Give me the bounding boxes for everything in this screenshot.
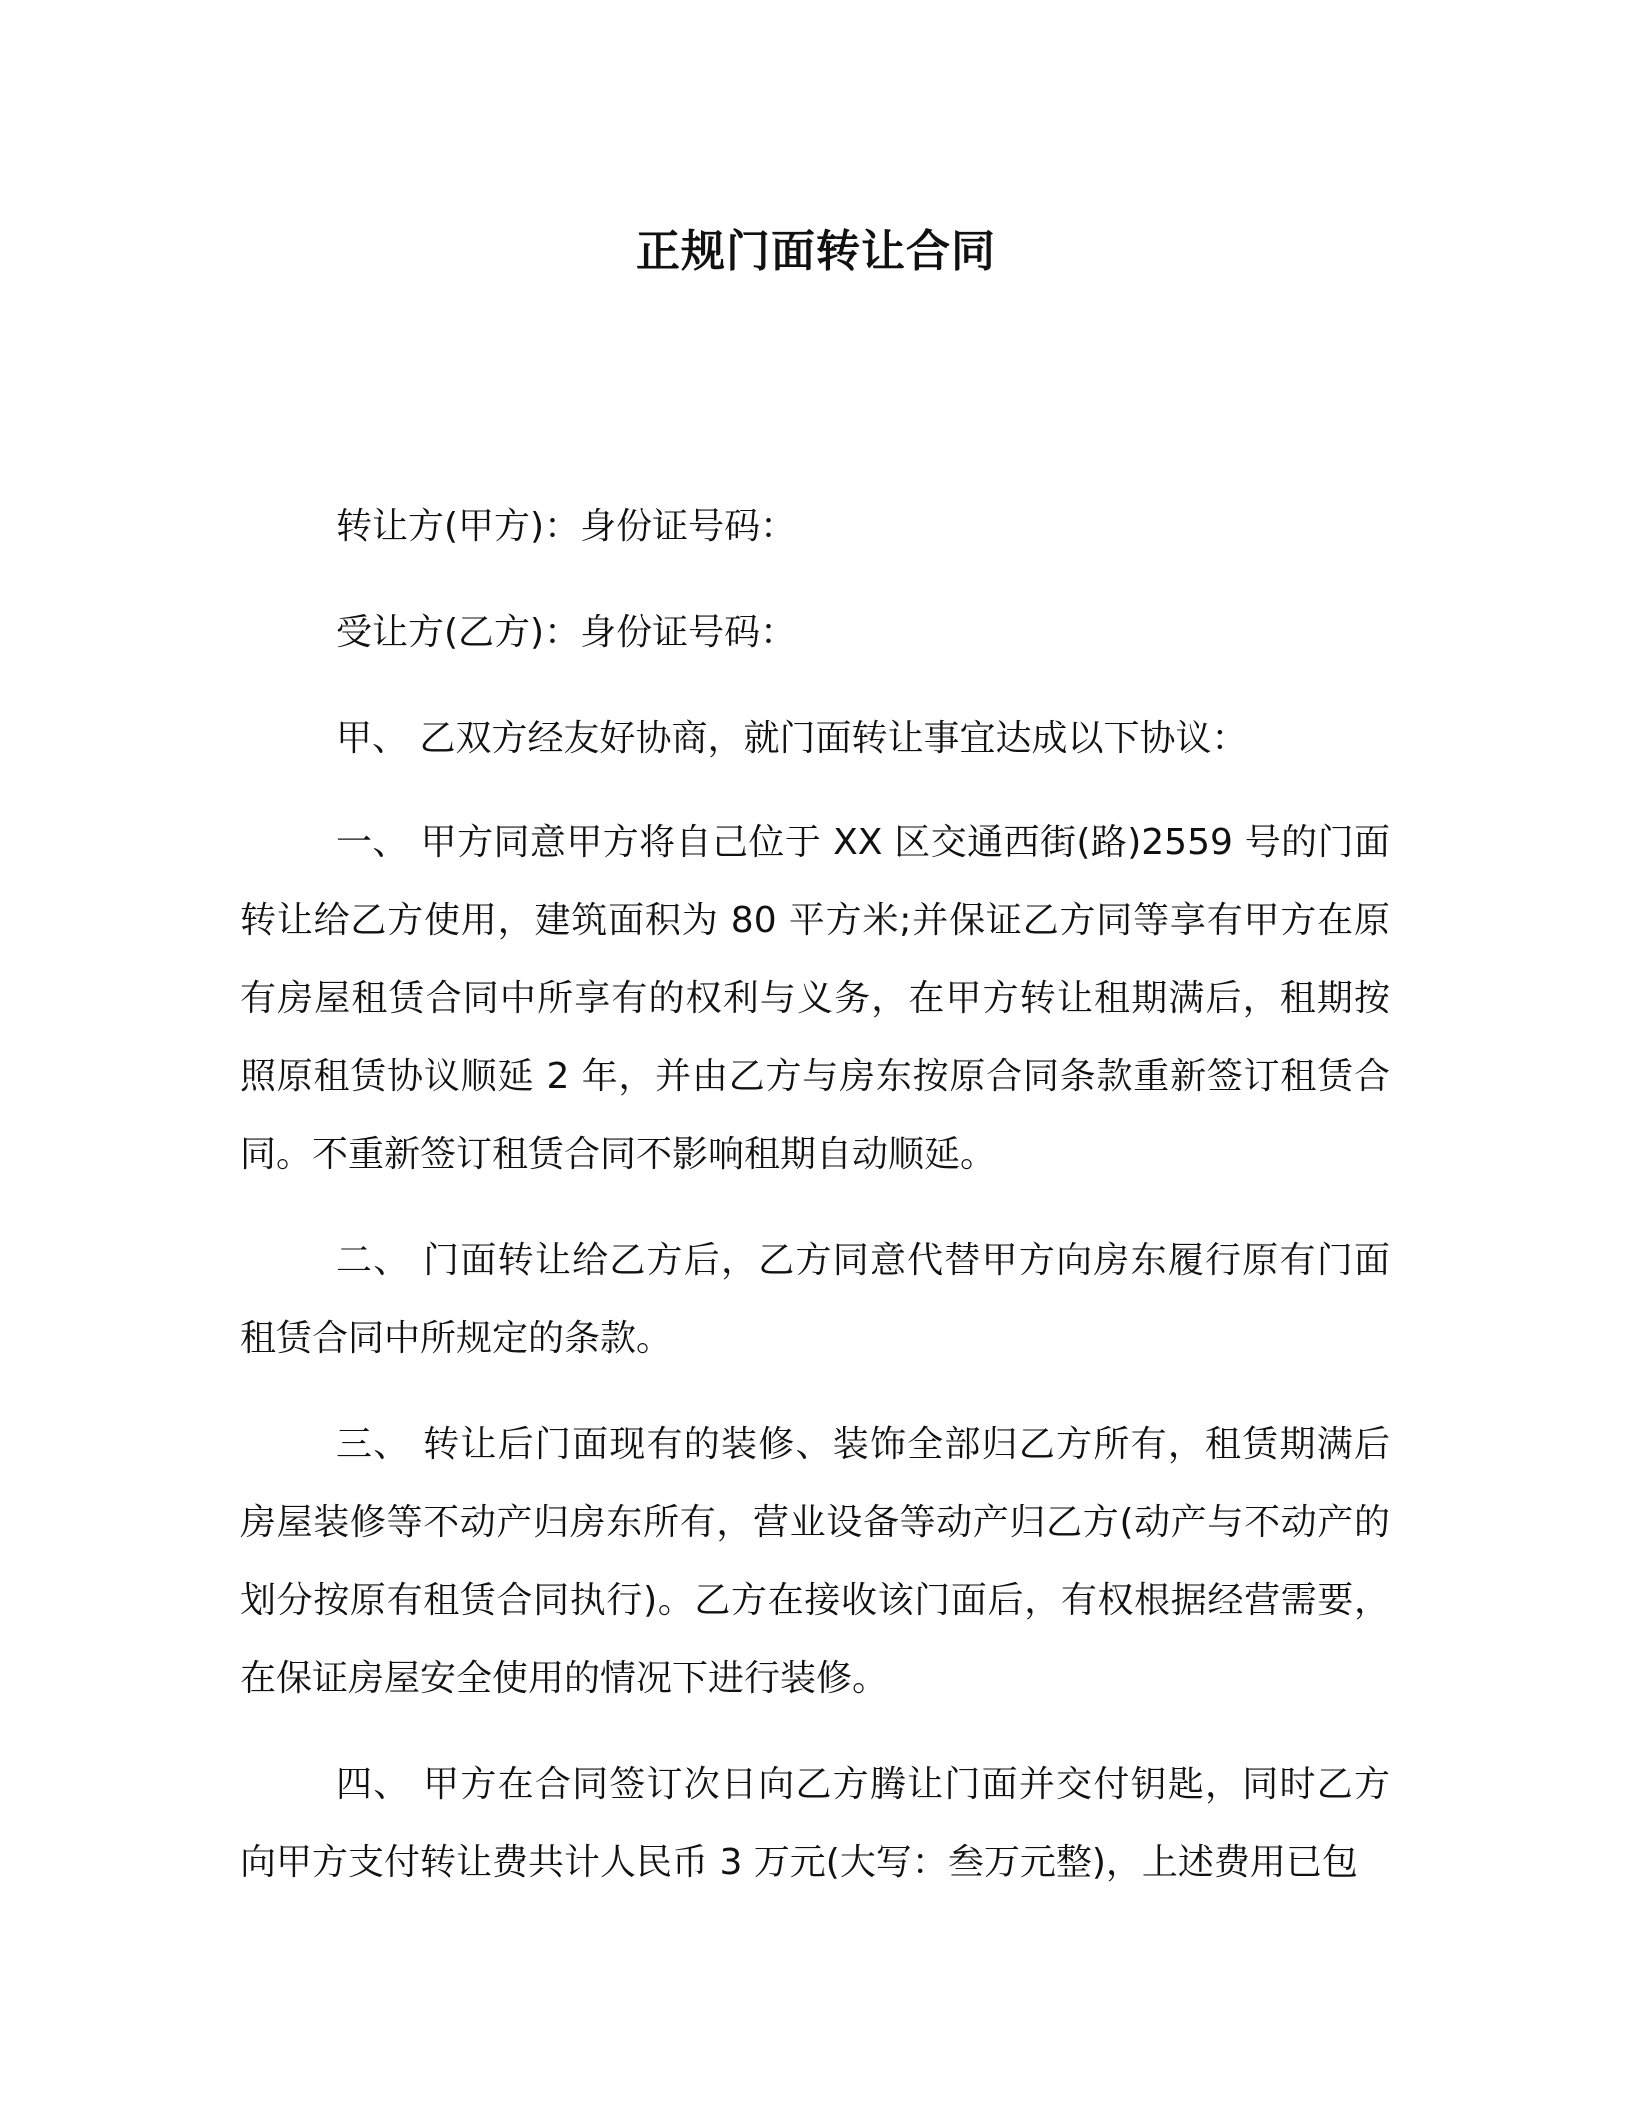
clause-1: 一、 甲方同意甲方将自己位于 XX 区交通西街(路)2559 号的门面转让给乙方使用，建筑面积为 80 平方米;并保证乙方同等享有甲方在原有房屋租赁合同中所享有的权利与义务，在甲方转让租期满后，租期按照原租赁协议顺延 2 年，并由乙方与房东按原合同条款重新签订租赁合同。不重新签订租赁合同不影响租期自动顺延。: [240, 822, 1390, 1175]
document-title: 正规门面转让合同: [636, 226, 996, 277]
clause-2: 二、 门面转让给乙方后，乙方同意代替甲方向房东履行原有门面租赁合同中所规定的条款。: [240, 1240, 1390, 1359]
transferor-field: 转让方(甲方)：身份证号码：: [336, 506, 797, 547]
agreement-intro: 甲、 乙双方经友好协商，就门面转让事宜达成以下协议：: [336, 718, 1248, 759]
clause-3: 三、 转让后门面现有的装修、装饰全部归乙方所有，租赁期满后房屋装修等不动产归房东所有，营业设备等动产归乙方(动产与不动产的划分按原有租赁合同执行)。乙方在接收该门面后，有权根据经营需要，在保证房屋安全使用的情况下进行装修。: [240, 1424, 1390, 1699]
transferee-field: 受让方(乙方)：身份证号码：: [336, 612, 797, 653]
document-body: [240, 488, 1390, 1930]
clause-4: 四、 甲方在合同签订次日向乙方腾让门面并交付钥匙，同时乙方向甲方支付转让费共计人民币 3 万元(大写：叁万元整)，上述费用已包: [240, 1764, 1390, 1883]
